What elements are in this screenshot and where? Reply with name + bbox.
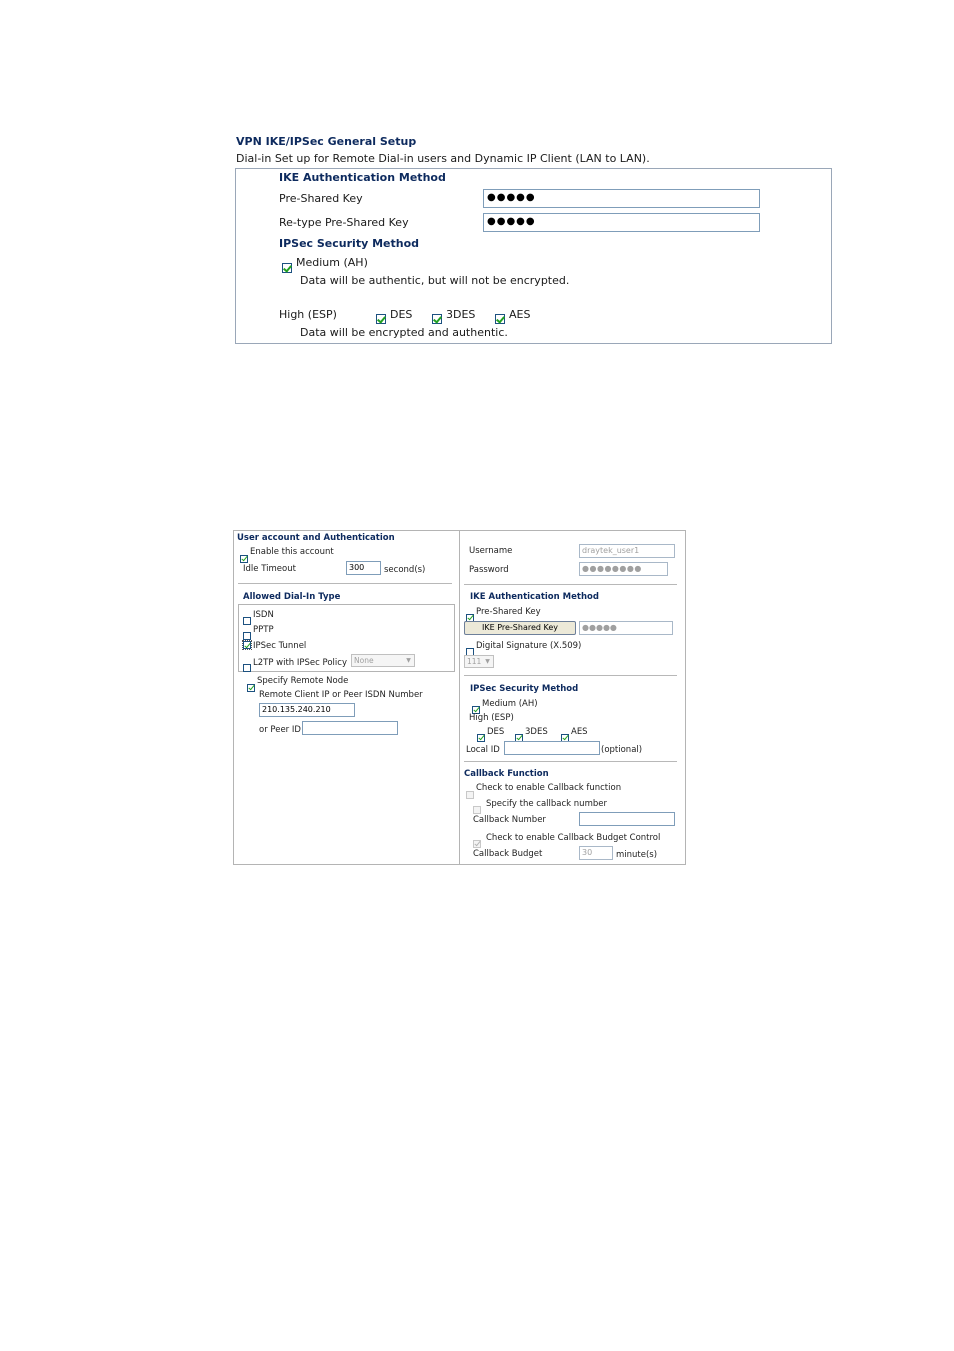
callback-budget-enable-label: Check to enable Callback Budget Control — [486, 833, 661, 843]
ike-auth-heading: IKE Authentication Method — [279, 171, 446, 184]
specify-remote-node-checkbox[interactable] — [247, 677, 255, 696]
des-checkbox-2[interactable] — [477, 727, 485, 746]
ipsec-security-heading-2: IPSec Security Method — [470, 684, 579, 694]
digital-signature-select[interactable]: 111 ▼ — [464, 655, 494, 668]
medium-ah-label: Medium (AH) — [296, 256, 368, 269]
page-subtitle: Dial-in Set up for Remote Dial-in users and Dynamic IP Client (LAN to LAN). — [236, 152, 650, 165]
callback-number-input[interactable] — [579, 812, 675, 826]
page-title: VPN IKE/IPSec General Setup — [236, 135, 417, 148]
panel-divider — [459, 531, 460, 864]
idle-timeout-label: Idle Timeout — [243, 564, 296, 574]
3des-label-2: 3DES — [525, 727, 548, 737]
ipsec-tunnel-label: IPSec Tunnel — [253, 641, 307, 651]
separator — [464, 675, 677, 676]
ike-psk-input[interactable]: ●●●●● — [579, 621, 673, 635]
psk-label-2: Pre-Shared Key — [476, 607, 541, 617]
username-input[interactable]: draytek_user1 — [579, 544, 675, 558]
remote-client-input[interactable]: 210.135.240.210 — [259, 703, 355, 717]
ike-auth-heading-2: IKE Authentication Method — [470, 592, 599, 602]
chevron-down-icon: ▼ — [406, 657, 411, 664]
idle-timeout-unit: second(s) — [384, 565, 426, 575]
callback-budget-input[interactable]: 30 — [579, 846, 613, 860]
separator — [238, 583, 452, 584]
des-label-2: DES — [487, 727, 505, 737]
account-heading: User account and Authentication — [237, 533, 395, 543]
separator — [464, 761, 677, 762]
retype-psk-label: Re-type Pre-Shared Key — [279, 216, 409, 229]
callback-heading: Callback Function — [464, 769, 549, 779]
3des-label: 3DES — [446, 308, 476, 321]
aes-label: AES — [509, 308, 531, 321]
des-label: DES — [390, 308, 413, 321]
dialin-type-heading: Allowed Dial-In Type — [243, 592, 341, 602]
aes-checkbox[interactable] — [495, 308, 505, 327]
pptp-label: PPTP — [253, 625, 274, 635]
medium-ah-note: Data will be authentic, but will not be encrypted. — [300, 274, 570, 287]
high-esp-label-2: High (ESP) — [469, 713, 514, 723]
3des-checkbox[interactable] — [432, 308, 442, 327]
digital-signature-label: Digital Signature (X.509) — [476, 641, 582, 651]
l2tp-checkbox[interactable] — [243, 657, 251, 676]
callback-specify-label: Specify the callback number — [486, 799, 607, 809]
isdn-label: ISDN — [253, 610, 274, 620]
ike-psk-button[interactable]: IKE Pre-Shared Key — [464, 621, 576, 635]
callback-number-label: Callback Number — [473, 815, 546, 825]
peer-id-input[interactable] — [302, 721, 398, 735]
separator — [464, 584, 677, 585]
callback-budget-unit: minute(s) — [616, 850, 658, 860]
l2tp-label: L2TP with IPSec Policy — [253, 658, 347, 668]
peer-id-label: or Peer ID — [259, 725, 301, 735]
high-esp-note: Data will be encrypted and authentic. — [300, 326, 508, 339]
local-id-input[interactable] — [504, 741, 600, 755]
local-id-optional: (optional) — [601, 745, 643, 755]
local-id-label: Local ID — [466, 745, 500, 755]
ipsec-security-heading: IPSec Security Method — [279, 237, 420, 250]
idle-timeout-input[interactable]: 300 — [346, 561, 381, 575]
remote-client-label: Remote Client IP or Peer ISDN Number — [259, 690, 423, 700]
aes-label-2: AES — [571, 727, 588, 737]
specify-remote-node-label: Specify Remote Node — [257, 676, 349, 686]
callback-budget-label: Callback Budget — [473, 849, 543, 859]
username-label: Username — [469, 546, 513, 556]
des-checkbox[interactable] — [376, 308, 386, 327]
l2tp-policy-select[interactable]: None ▼ — [351, 654, 415, 667]
password-label: Password — [469, 565, 509, 575]
enable-account-label: Enable this account — [250, 547, 334, 557]
high-esp-label: High (ESP) — [279, 308, 337, 321]
medium-ah-label-2: Medium (AH) — [482, 699, 538, 709]
ipsec-tunnel-checkbox[interactable] — [242, 640, 252, 650]
chevron-down-icon: ▼ — [485, 658, 490, 665]
callback-enable-label: Check to enable Callback function — [476, 783, 622, 793]
retype-psk-input[interactable]: ●●●●● — [483, 213, 760, 232]
psk-input[interactable]: ●●●●● — [483, 189, 760, 208]
psk-label: Pre-Shared Key — [279, 192, 363, 205]
password-input[interactable]: ●●●●●●●● — [579, 562, 668, 576]
medium-ah-checkbox[interactable] — [282, 257, 292, 276]
